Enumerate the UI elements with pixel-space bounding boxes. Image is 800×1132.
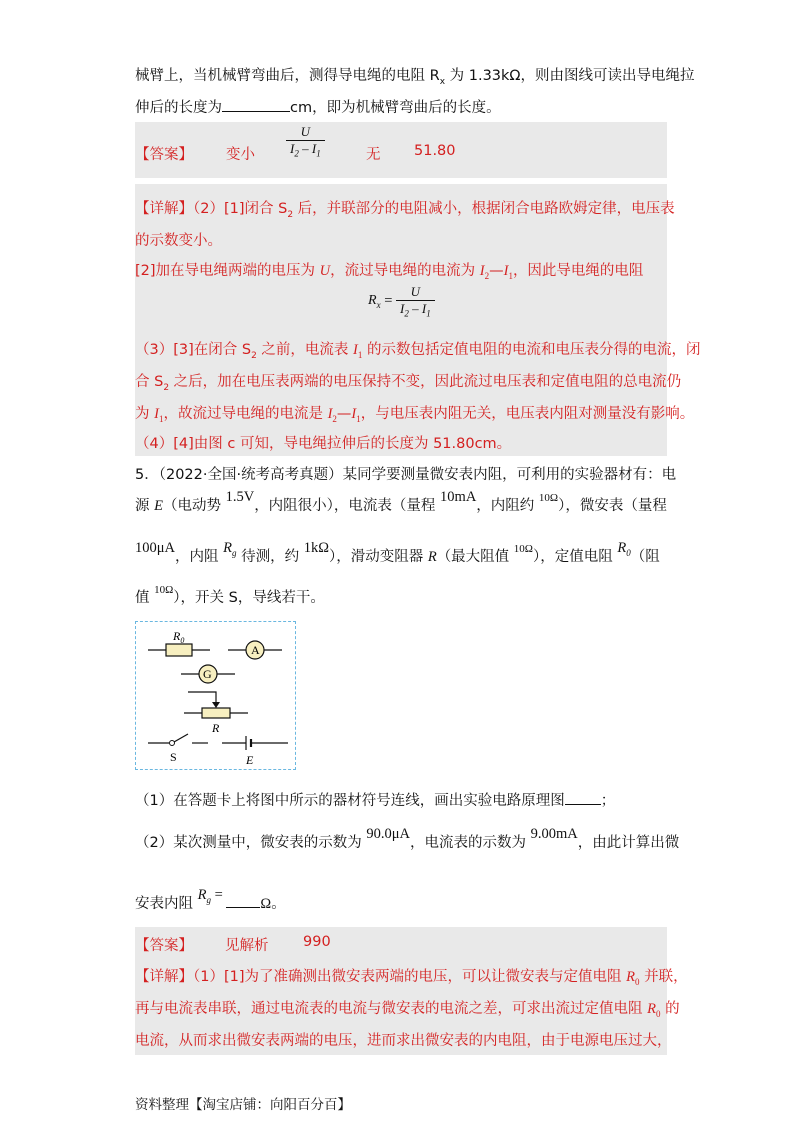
- q4-answer-3: 无: [366, 147, 381, 163]
- page-footer: 资料整理【淘宝店铺：向阳百分百】: [135, 1097, 351, 1113]
- ammeter-symbol[interactable]: [228, 641, 282, 659]
- q4-equation: $R_x$ = $\frac{U}{I_2 - I_1}$: [368, 284, 435, 319]
- q4-answer-box: [135, 122, 667, 178]
- q5-line-3: 100μA，内阻 $R_g$ 待测，约 1kΩ），滑动变阻器 R（最大阻值 $^{10\Omega}$），定值电阻 $R_0$（阻: [135, 540, 660, 565]
- q4-detail-line-6: 为 $I_1$，故流过导电绳的电流是 $I_2—I_1$，与电压表内阻无关，电压表内阻对测量没有影响。: [135, 406, 695, 424]
- rheostat-symbol[interactable]: [184, 692, 248, 735]
- q5-sub-2: （2）某次测量中，微安表的示数为 90.0μA，电流表的示数为 9.00mA，由此计算出微: [135, 826, 680, 851]
- q4-detail-line-2: 的示数变小。: [135, 233, 222, 249]
- q5-sub-3: 安表内阻 $R_g = \Omega$。: [135, 887, 286, 912]
- answer-blank[interactable]: [565, 790, 601, 805]
- q5-sub-1: （1）在答题卡上将图中所示的器材符号连线，画出实验电路原理图 ；: [135, 789, 615, 810]
- q4-detail-line-4: （3）[3]在闭合 $S_2$ 之前，电流表 $I_1$ 的示数包括定值电阻的电流和电压表分得的电流，闭: [135, 342, 701, 361]
- q5-line-1: 5．（2022·全国·统考高考真题）某同学要测量微安表内阻，可利用的实验器材有：电: [135, 467, 677, 483]
- fixed-resistor-r0[interactable]: [148, 629, 210, 656]
- q4-detail-line-1: 【详解】（2）[1]闭合 $S_2$ 后，并联部分的电阻减小，根据闭合电路欧姆定律，电压表: [135, 201, 675, 220]
- q4-detail-line-3: [2]加在导电绳两端的电压为 U，流过导电绳的电流为 $I_2—I_1$，因此导电绳的电阻: [135, 263, 644, 281]
- q4-answer-1: 变小: [226, 147, 255, 163]
- answer-blank[interactable]: [222, 97, 290, 112]
- q5-detail-line-1: 【详解】（1）[1]为了准确测出微安表两端的电压，可以让微安表与定值电阻 $R_0$ 并联，: [135, 969, 688, 987]
- q5-line-2: 源 E（电动势 1.5V，内阻很小），电流表（量程 10mA，内阻约 $^{10\Omega}$），微安表（量程: [135, 489, 667, 514]
- q4-line-1: 械臂上，当机械臂弯曲后，测得导电绳的电阻 $R_x$ 为 1.33kΩ，则由图线可读出导电绳拉: [135, 68, 695, 87]
- q4-detail-line-7: （4）[4]由图 c 可知，导电绳拉伸后的长度为 51.80cm。: [135, 436, 512, 452]
- switch-symbol[interactable]: [148, 734, 208, 764]
- switch-label: S: [170, 750, 177, 764]
- q5-detail-line-3: 电流，从而求出微安表两端的电压，进而求出微安表的内电阻，由于电源电压过大，: [135, 1033, 672, 1049]
- battery-symbol[interactable]: [222, 736, 288, 767]
- circuit-svg: [136, 622, 294, 768]
- battery-label: E: [246, 753, 254, 767]
- q4-answer-fraction: $\frac{U}{I_2 - I_1}$: [286, 124, 325, 159]
- r0-label: $R_0$: [173, 629, 185, 645]
- q5-detail-line-2: 再与电流表串联，通过电流表的电流与微安表的电流之差，可求出流过定值电阻 $R_0$ 的: [135, 1001, 680, 1019]
- q4-answer-4: 51.80: [414, 143, 456, 159]
- q5-line-4: 值 $^{10\Omega}$），开关 S，导线若干。: [135, 584, 325, 606]
- galvanometer-label: G: [203, 667, 212, 681]
- galvanometer-symbol[interactable]: [181, 665, 235, 683]
- q4-line-2: 伸后的长度为 cm，即为机械臂弯曲后的长度。: [135, 96, 501, 117]
- q4-detail-line-5: 合 $S_2$ 之后，加在电压表两端的电压保持不变，因此流过电压表和定值电阻的总电流仍: [135, 374, 682, 393]
- q5-answer-1: 见解析: [225, 938, 269, 954]
- ammeter-label: A: [251, 643, 260, 657]
- answer-blank[interactable]: [226, 893, 260, 908]
- q4-answer-tag: 【答案】: [135, 147, 193, 163]
- q5-answer-tag: 【答案】: [135, 938, 193, 954]
- q5-answer-2: 990: [303, 934, 331, 950]
- circuit-figure: [135, 621, 296, 770]
- rheostat-label: R: [212, 721, 220, 735]
